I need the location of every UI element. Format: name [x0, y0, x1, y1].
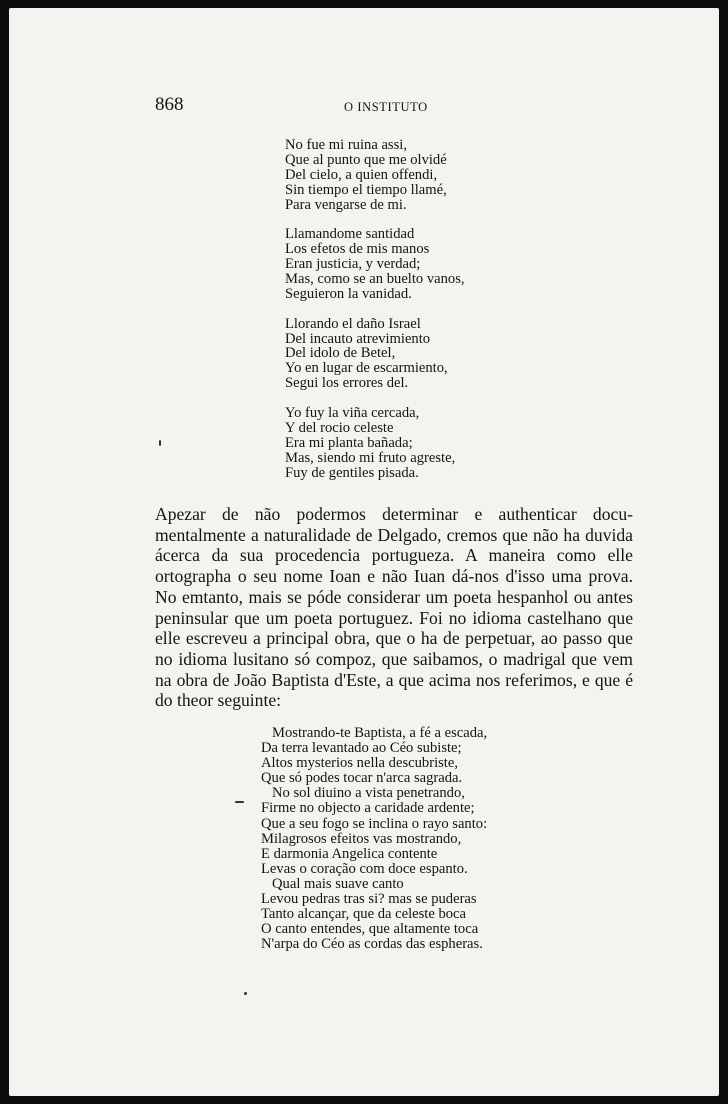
poem-stanza	[285, 317, 585, 392]
poem-line: Mas, siendo mi fruto agreste,	[285, 449, 456, 466]
poem-line: No fue mi ruina assi,	[285, 137, 407, 153]
poem-line: Del idolo de Betel,	[285, 345, 396, 362]
running-title: O INSTITUTO	[344, 100, 428, 114]
madrigal-line: E darmonia Angelica contente	[261, 845, 438, 862]
madrigal-line: Qual mais suave canto	[272, 875, 404, 892]
madrigal-line: Milagrosos efeitos vas mostrando,	[261, 830, 462, 847]
body-paragraph: Apezar de não podermos determinar e authenticar documentalmente a naturalidade de Delgado, cremos que não ha duvida ácerca da sua procedencia portugueza. A maneira como elle ortographa o seu nome Ioan e não Iuan dá-nos d'isso uma prova. No emtanto, mais se póde considerar um poeta hespanhol ou antes peninsular que um poeta portuguez. Foi no idioma castelhano que elle escreveu a principal obra, que o ha de perpetuar, ao passo que no idioma lusitano só compoz, que saibamos, o madrigal que vem na obra de João Baptista d'Este, a que acima nos referimos, e que é do theor seguinte:	[155, 504, 633, 711]
madrigal-line: Que só podes tocar n'arca sagrada.	[261, 770, 463, 787]
madrigal-line: Mostrando-te Baptista, a fé a escada,	[272, 725, 488, 741]
madrigal-line: Firme no objecto a caridade ardente;	[261, 800, 475, 817]
poem-line: Segui los errores del.	[285, 375, 409, 392]
paper-speck	[235, 801, 244, 803]
poem-line: Llorando el daño Israel	[285, 315, 421, 332]
madrigal-line: N'arpa do Céo as cordas das espheras.	[261, 936, 483, 953]
poem-line: Yo en lugar de escarmiento,	[285, 360, 448, 377]
poem-line: Los efetos de mis manos	[285, 241, 430, 258]
madrigal-line: Altos mysterios nella descubriste,	[261, 755, 458, 772]
poem-stanza	[285, 138, 585, 213]
madrigal-line: Que a seu fogo se inclina o rayo santo:	[261, 815, 488, 832]
poem-stanza	[285, 406, 585, 481]
madrigal-line: O canto entendes, que altamente toca	[261, 921, 479, 938]
poem-line: Y del rocio celeste	[285, 419, 394, 436]
madrigal-line: Levas o coração com doce espanto.	[261, 860, 468, 877]
poem-line: Que al punto que me olvidé	[285, 151, 447, 168]
madrigal-line: Tanto alcançar, que da celeste boca	[261, 906, 467, 923]
poem-stanza	[285, 227, 585, 302]
poem-line: Fuy de gentiles pisada.	[285, 464, 419, 481]
madrigal-line: Levou pedras tras si? mas se puderas	[261, 891, 477, 908]
portuguese-madrigal	[261, 726, 561, 952]
spanish-poem	[285, 138, 585, 495]
poem-line: Era mi planta bañada;	[285, 434, 413, 451]
poem-line: Para vengarse de mi.	[285, 196, 407, 213]
page-number: 868	[155, 94, 184, 115]
madrigal-line: No sol diuino a vista penetrando,	[272, 785, 465, 802]
poem-line: Yo fuy la viña cercada,	[285, 404, 420, 421]
paper-speck	[244, 992, 247, 995]
book-page	[9, 8, 719, 1096]
paper-speck	[159, 440, 161, 446]
poem-line: Sin tiempo el tiempo llamé,	[285, 181, 447, 198]
poem-line: Seguieron la vanidad.	[285, 285, 412, 302]
poem-line: Del incauto atrevimiento	[285, 330, 431, 347]
poem-line: Del cielo, a quien offendi,	[285, 166, 438, 183]
poem-line: Eran justicia, y verdad;	[285, 256, 421, 273]
madrigal-line: Da terra levantado ao Céo subiste;	[261, 740, 462, 757]
poem-line: Mas, como se an buelto vanos,	[285, 271, 465, 288]
page-header	[9, 94, 719, 118]
poem-line: Llamandome santidad	[285, 226, 415, 243]
